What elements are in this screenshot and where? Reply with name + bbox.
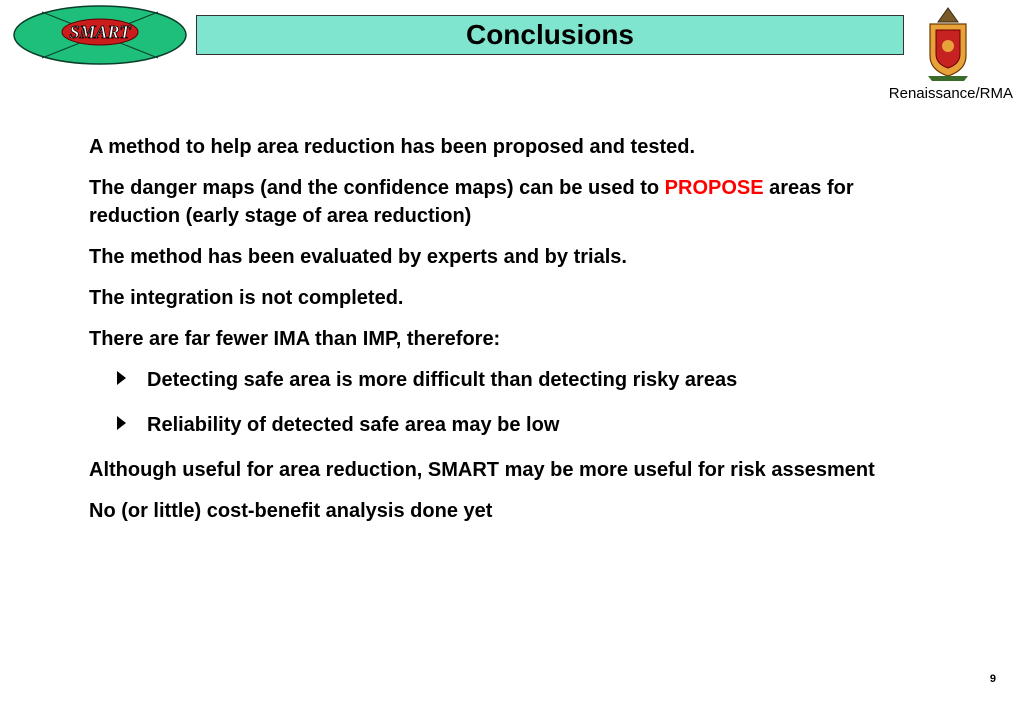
bullet-item xyxy=(89,411,919,439)
paragraph: There are far fewer IMA than IMP, therefore: xyxy=(89,328,501,350)
text-run: areas for reduction (early stage of area reduction) xyxy=(89,177,854,227)
page-number: 9 xyxy=(989,673,996,685)
paragraph: A method to help area reduction has been proposed and tested. xyxy=(89,136,696,158)
bullet-text: Detecting safe area is more difficult than detecting risky areas xyxy=(147,369,738,391)
paragraph: The integration is not completed. xyxy=(89,287,404,309)
paragraph: No (or little) cost-benefit analysis done yet xyxy=(89,500,493,522)
paragraph: The method has been evaluated by experts and by trials. xyxy=(89,246,627,268)
crest-icon xyxy=(924,4,972,82)
bullet-item xyxy=(89,366,919,394)
bullet-text: Reliability of detected safe area may be low xyxy=(147,414,560,436)
highlight-text: PROPOSE xyxy=(664,177,764,199)
slide-body xyxy=(89,133,919,538)
title-bar xyxy=(196,15,904,55)
org-label: Renaissance/RMA xyxy=(888,85,1013,102)
triangle-bullet-icon xyxy=(117,371,127,385)
smart-logo xyxy=(12,4,188,66)
paragraph xyxy=(89,174,919,230)
triangle-bullet-icon xyxy=(117,416,127,430)
paragraph: Although useful for area reduction, SMART may be more useful for risk assesment xyxy=(89,459,875,481)
text-run: The danger maps (and the confidence maps) can be used to xyxy=(89,177,665,199)
logo-text: SMART xyxy=(69,22,131,42)
page-title: Conclusions xyxy=(465,19,634,50)
